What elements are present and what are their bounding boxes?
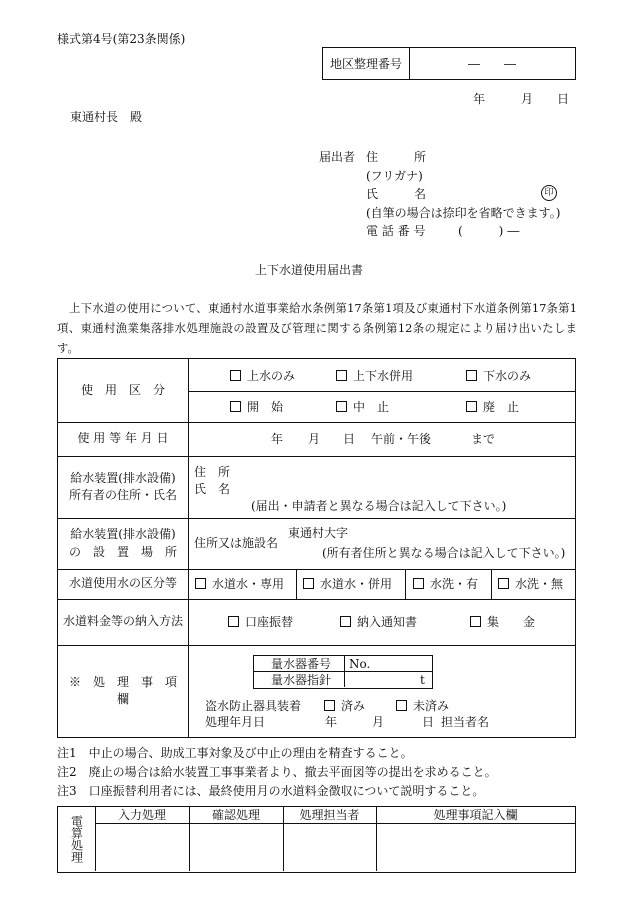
note-1: 注1 中止の場合、助成工事対象及び中止の理由を精査すること。: [57, 746, 413, 760]
staff-name-label: 担当者名: [441, 715, 490, 729]
owner-note: (届出・申請者と異なる場合は記入して下さい。): [251, 499, 507, 513]
processing-label: ※ 処 理 事 項 欄: [68, 674, 190, 706]
date-day: 日: [557, 92, 570, 106]
seal-text: 印: [544, 187, 554, 198]
note-3: 注3 口座振替利用者には、最終使用月の水道料金徴収について説明すること。: [57, 784, 485, 798]
application-table: [57, 358, 576, 738]
computer-processing-table: [57, 806, 576, 873]
option-water-only[interactable]: 上水のみ: [230, 370, 295, 382]
computer-processing-label: 電算処理: [69, 815, 84, 863]
applicant-address-label: 住 所: [366, 150, 427, 164]
processed-day: 日: [422, 715, 435, 729]
checkbox[interactable]: [498, 578, 509, 589]
checkbox[interactable]: [466, 401, 477, 412]
checkbox[interactable]: [230, 370, 241, 381]
region-number-value[interactable]: ― ―: [467, 57, 516, 71]
checkbox[interactable]: [470, 616, 481, 627]
seal-icon: [541, 185, 557, 201]
usage-date-until: まで: [471, 432, 496, 446]
date-year: 年: [473, 92, 486, 106]
water-type-label: 水道使用水の区分等: [68, 576, 177, 591]
option-abolish[interactable]: 廃 止: [466, 401, 519, 413]
option-sewer-only[interactable]: 下水のみ: [466, 370, 531, 382]
usage-category-label: 使 用 区 分: [80, 382, 165, 397]
location-label: 給水装置(排水設備) の 設 置 場 所: [68, 527, 177, 559]
option-tap-shared[interactable]: 水道水・併用: [303, 578, 392, 590]
checkbox[interactable]: [195, 578, 206, 589]
option-start[interactable]: 開 始: [230, 401, 283, 413]
option-flush-no[interactable]: 水洗・無: [498, 578, 563, 590]
header-staff: 処理担当者: [299, 808, 360, 822]
date-month: 月: [521, 92, 534, 106]
region-number-box: [322, 47, 576, 80]
applicant-name-label: 氏 名: [366, 187, 427, 201]
owner-address-label: 住 所: [194, 465, 231, 479]
meter-number-label: 量水器番号: [271, 657, 332, 671]
header-input: 入力処理: [117, 808, 166, 822]
checkbox[interactable]: [324, 700, 335, 711]
location-note: (所有者住所と異なる場合は記入して下さい。): [322, 546, 566, 560]
meter-reading-label: 量水器指針: [271, 673, 332, 687]
option-collection[interactable]: 集 金: [470, 616, 535, 628]
option-tap-exclusive[interactable]: 水道水・専用: [195, 578, 284, 590]
processed-month: 月: [372, 715, 385, 729]
document-title: 上下水道使用届出書: [255, 263, 364, 277]
meter-number-value[interactable]: No.: [349, 657, 371, 671]
option-not-installed[interactable]: 未済み: [396, 700, 449, 712]
option-flush-yes[interactable]: 水洗・有: [413, 578, 478, 590]
meter-table: [253, 655, 433, 689]
checkbox[interactable]: [336, 370, 347, 381]
option-payment-notice[interactable]: 納入通知書: [340, 616, 417, 628]
owner-name-label: 氏 名: [194, 482, 231, 496]
usage-date-year: 年: [271, 432, 284, 446]
processed-year: 年: [325, 715, 338, 729]
checkbox[interactable]: [340, 616, 351, 627]
note-2: 注2 廃止の場合は給水装置工事事業者より、撤去平面図等の提出を求めること。: [57, 765, 497, 779]
checkbox[interactable]: [228, 616, 239, 627]
option-suspend[interactable]: 中 止: [336, 401, 389, 413]
applicant-furigana: (フリガナ): [366, 169, 423, 183]
usage-date-ampm[interactable]: 午前・午後: [371, 432, 432, 446]
checkbox[interactable]: [396, 700, 407, 711]
option-installed[interactable]: 済み: [324, 700, 365, 712]
usage-date-day: 日: [343, 432, 356, 446]
processed-date-label: 処理年月日: [205, 715, 266, 729]
seal-note: (自筆の場合は捺印を省略できます。): [366, 206, 561, 220]
applicant-phone-format: ( )―: [458, 224, 524, 238]
location-field-label: 住所又は施設名: [194, 536, 279, 550]
option-bank-transfer[interactable]: 口座振替: [228, 616, 293, 628]
header-confirm: 確認処理: [211, 808, 260, 822]
recipient: 東通村長 殿: [70, 110, 143, 124]
checkbox[interactable]: [466, 370, 477, 381]
option-water-sewer[interactable]: 上下水併用: [336, 370, 413, 382]
header-notes: 処理事項記入欄: [433, 808, 518, 822]
usage-date-label: 使 用 等 年 月 日: [77, 431, 169, 446]
checkbox[interactable]: [413, 578, 424, 589]
checkbox[interactable]: [336, 401, 347, 412]
owner-label: 給水装置(排水設備) 所有者の住所・氏名: [68, 470, 177, 502]
meter-reading-unit: t: [420, 673, 425, 687]
payment-label: 水道料金等の納入方法: [62, 614, 183, 629]
checkbox[interactable]: [303, 578, 314, 589]
anti-theft-label: 盗水防止器具装着: [205, 699, 302, 713]
usage-date-month: 月: [308, 432, 321, 446]
applicant-phone-label: 電 話 番 号: [366, 224, 426, 238]
location-village: 東通村大字: [288, 526, 349, 540]
body-text: 上下水道の使用について、東通村水道事業給水条例第17条第1項及び東通村下水道条例第17条第1項、東通村漁業集落排水処理施設の設置及び管理に関する条例第12条の規定により届け出いたします。: [57, 301, 577, 355]
form-number: 様式第4号(第23条関係): [57, 32, 186, 46]
applicant-title: 届出者: [319, 150, 356, 164]
checkbox[interactable]: [230, 401, 241, 412]
region-number-label: 地区整理番号: [323, 48, 410, 79]
